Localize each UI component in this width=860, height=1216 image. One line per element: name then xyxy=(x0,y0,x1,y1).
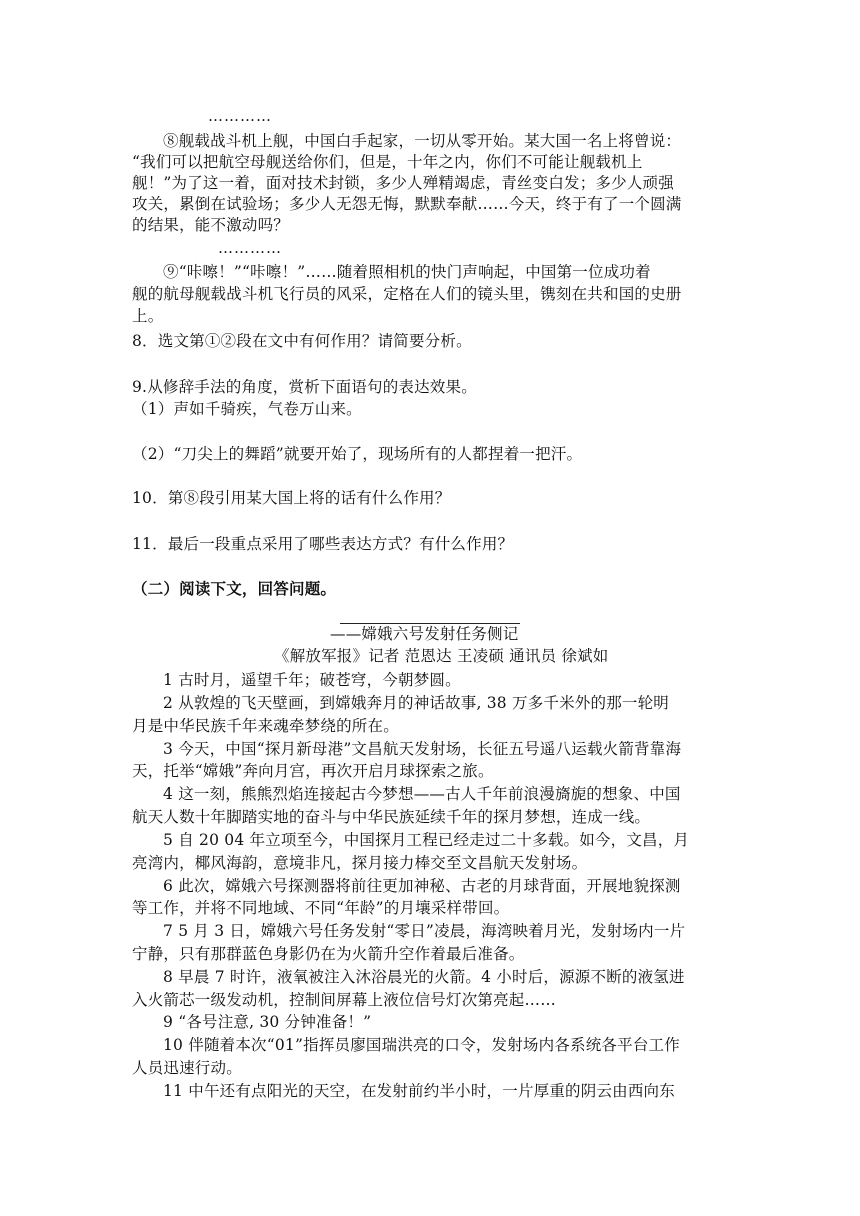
question-9-item-2: （2）“刀尖上的舞蹈”就要开始了，现场所有的人都捏着一把汗。 xyxy=(132,445,583,463)
article-paragraph-7: 宁静，只有那群蓝色身影仍在为火箭升空作着最后准备。 xyxy=(132,945,525,963)
article-paragraph-7: 7 5 月 3 日，嫦娥六号任务发射“零日”凌晨，海湾映着月光，发射场内一片 xyxy=(163,922,686,940)
article-paragraph-8: 8 早晨 7 时许，液氧被注入沐浴晨光的火箭。4 小时后，源源不断的液氢进 xyxy=(163,968,685,986)
question-9: 9.从修辞手法的角度，赏析下面语句的表达效果。 xyxy=(132,378,477,396)
paragraph-9-line: 舰的航母舰载战斗机飞行员的风采，定格在人们的镜头里，镌刻在共和国的史册 xyxy=(132,285,682,303)
article-paragraph-10: 10 伴随着本次“01”指挥员廖国瑞洪亮的口令，发射场内各系统各平台工作 xyxy=(163,1036,680,1054)
question-10: 10．第⑧段引用某大国上将的话有什么作用？ xyxy=(132,489,451,507)
article-paragraph-11: 11 中午还有点阳光的天空，在发射前约半小时，一片厚重的阴云由西向东 xyxy=(163,1082,675,1100)
question-11: 11．最后一段重点采用了哪些表达方式？有什么作用？ xyxy=(132,535,514,553)
question-8: 8．选文第①②段在文中有何作用？请简要分析。 xyxy=(132,332,472,350)
article-paragraph-5: 5 自 20 04 年立项至今，中国探月工程已经走过二十多载。如今，文昌，月 xyxy=(163,831,690,849)
article-paragraph-2: 2 从敦煌的飞天壁画，到嫦娥奔月的神话故事, 38 万多千米外的那一轮明 xyxy=(163,694,669,712)
paragraph-8-line: 舰！”为了这一着，面对技术封锁，多少人殚精竭虑，青丝变白发；多少人顽强 xyxy=(132,174,674,192)
article-paragraph-9: 9 “各号注意, 30 分钟准备！” xyxy=(163,1013,372,1031)
article-paragraph-6: 等工作，并将不同地域、不同“年龄”的月壤采样带回。 xyxy=(132,899,510,917)
article-paragraph-10: 人员迅速行动。 xyxy=(132,1059,242,1077)
article-paragraph-8: 入火箭芯一级发动机，控制间屏幕上液位信号灯次第亮起…… xyxy=(132,991,556,1009)
ellipsis-separator: ………… xyxy=(218,239,282,257)
article-paragraph-4: 航天人数十年脚踏实地的奋斗与中华民族延续千年的探月梦想，连成一线。 xyxy=(132,808,651,826)
article-paragraph-3: 3 今天，中国“探月新母港”文昌航天发射场，长征五号遥八运载火箭背靠海 xyxy=(163,740,682,758)
paragraph-8-line: 攻关，累倒在试验场；多少人无怨无悔，默默奉献……今天，终于有了一个圆满 xyxy=(132,195,682,213)
article-paragraph-2: 月是中华民族千年来魂牵梦绕的所在。 xyxy=(132,717,399,735)
paragraph-9-line: ⑨“咔嚓！”“咔嚓！”……随着照相机的快门声响起，中国第一位成功着 xyxy=(163,263,651,281)
article-paragraph-1: 1 古时月，遥望千年；破苍穹，今朝梦圆。 xyxy=(163,671,461,689)
article-subtitle: ——嫦娥六号发射任务侧记 xyxy=(330,625,519,643)
question-9-item-1: （1）声如千骑疾，气卷万山来。 xyxy=(132,400,362,418)
article-paragraph-3: 天，托举“嫦娥”奔向月宫，再次开启月球探索之旅。 xyxy=(132,762,494,780)
paragraph-9-line: 上。 xyxy=(132,307,164,325)
article-paragraph-4: 4 这一刻，熊熊烈焰连接起古今梦想——古人千年前浪漫旖旎的想象、中国 xyxy=(163,785,681,803)
paragraph-8-line: 的结果，能不激动吗？ xyxy=(132,216,290,234)
ellipsis-separator: ………… xyxy=(208,107,272,125)
article-paragraph-6: 6 此次，嫦娥六号探测器将前往更加神秘、古老的月球背面，开展地貌探测 xyxy=(163,877,681,895)
article-paragraph-5: 亮湾内，椰风海韵，意境非凡，探月接力棒交至文昌航天发射场。 xyxy=(132,854,588,872)
article-byline: 《解放军报》记者 范恩达 王凌硕 通讯员 徐斌如 xyxy=(274,647,609,665)
section-2-heading: （二）阅读下文，回答问题。 xyxy=(132,579,337,598)
paragraph-8-line: “我们可以把航空母舰送给你们，但是，十年之内，你们不可能让舰载机上 xyxy=(132,153,643,171)
paragraph-8-line: ⑧舰载战斗机上舰，中国白手起家，一切从零开始。某大国一名上将曾说： xyxy=(163,132,682,150)
